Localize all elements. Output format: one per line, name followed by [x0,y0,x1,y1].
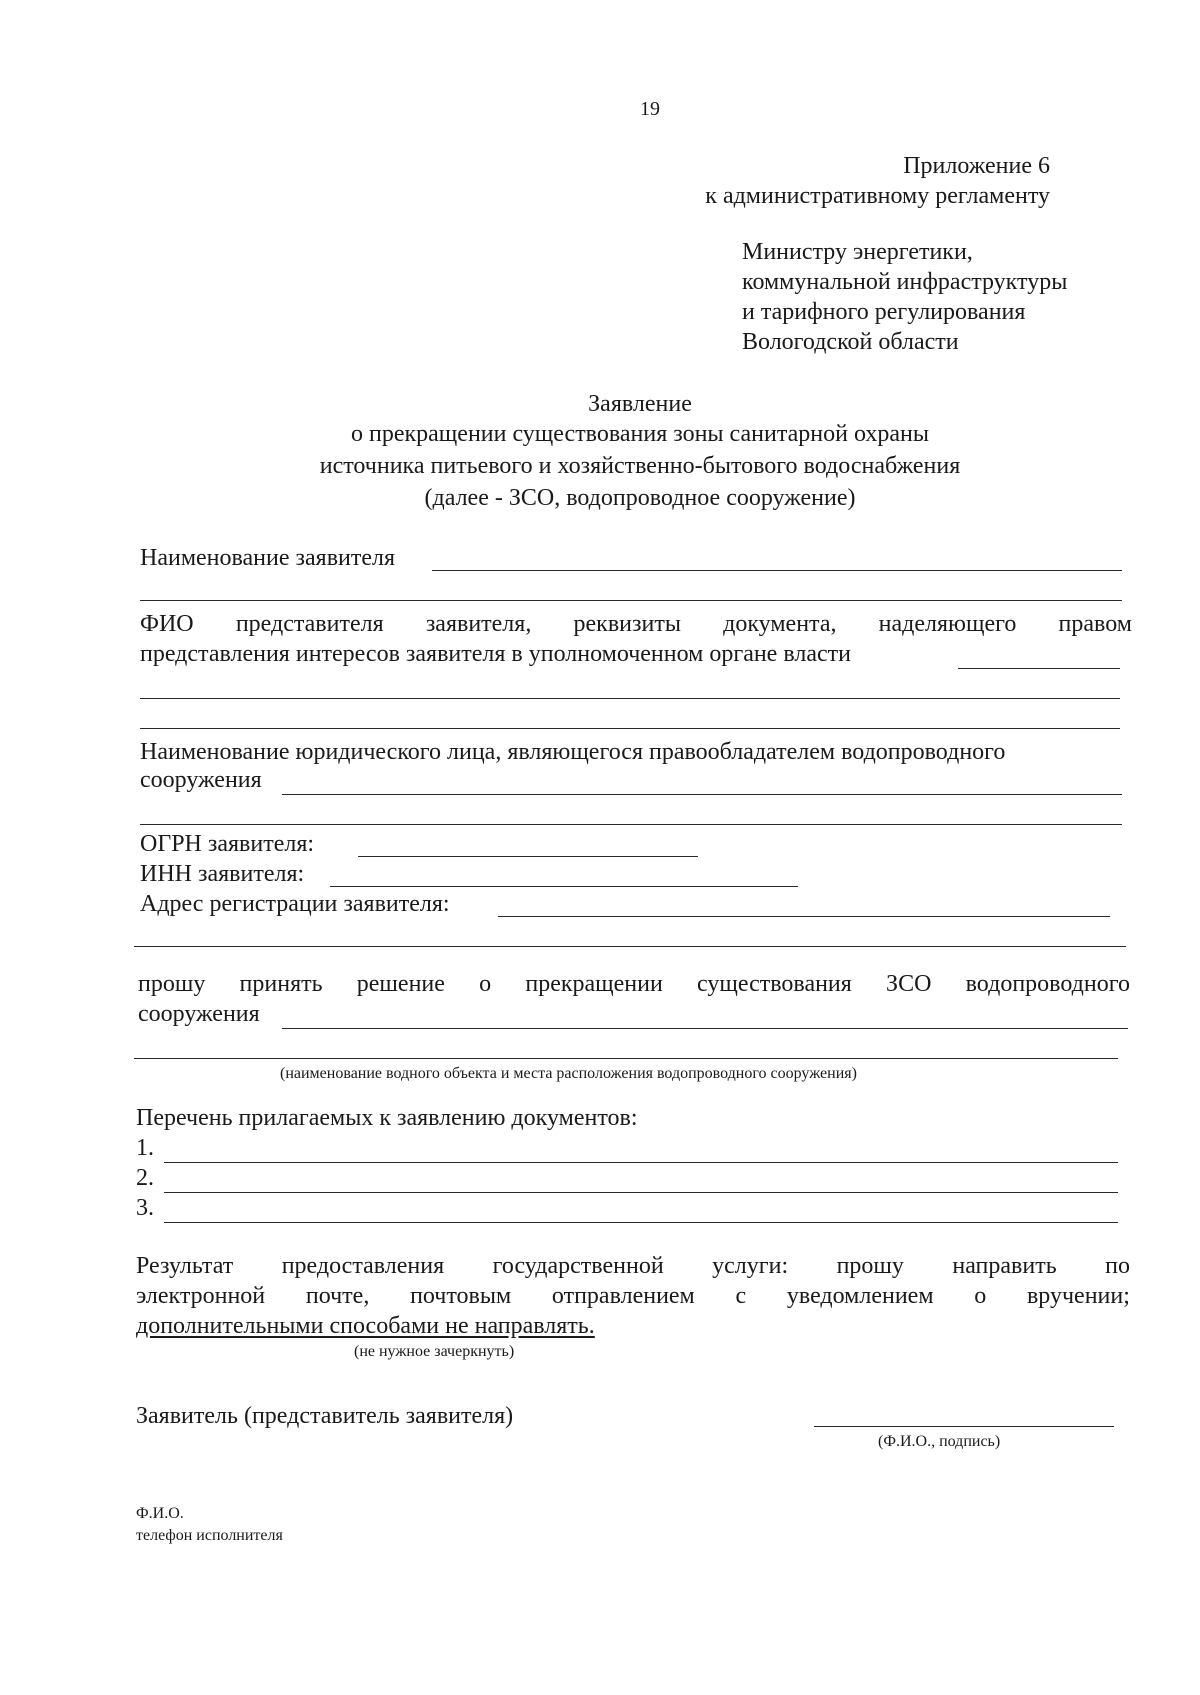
result-word: с [735,1283,747,1309]
result-hint: (не нужное зачеркнуть) [354,1343,515,1360]
representative-word: правом [1058,611,1132,637]
ogrn-field[interactable] [358,856,698,857]
applicant-name-field[interactable] [432,570,1122,571]
document-item-2-number: 2. [136,1165,154,1191]
representative-word: документа, [723,611,837,637]
appendix-label: Приложение 6 [903,153,1050,179]
representative-field-cont-2[interactable] [140,728,1120,729]
title-line-2: о прекращении существования зоны санитарной охраны [351,421,929,447]
result-word: по [1105,1253,1130,1279]
legal-entity-label-line-1: Наименование юридического лица, являющегося правообладателем водопроводного [140,739,1006,765]
request-word: ЗСО [886,971,932,997]
footer-fio: Ф.И.О. [136,1505,184,1522]
document-title: Заявление [588,391,692,417]
result-word: уведомлением [786,1283,934,1309]
result-word: почтовым [410,1283,512,1309]
document-item-3-number: 3. [136,1195,154,1221]
document-item-3-field[interactable] [164,1222,1118,1223]
representative-word: реквизиты [573,611,681,637]
request-word: прошу [138,971,206,997]
result-word: государственной [492,1253,664,1279]
addressee-line-4: Вологодской области [742,329,959,355]
ogrn-label: ОГРН заявителя: [140,831,315,857]
result-line-1 [136,1252,1130,1280]
representative-label-line-1 [140,610,1132,638]
request-word: существования [697,971,852,997]
documents-heading: Перечень прилагаемых к заявлению документов: [136,1105,638,1131]
document-item-2-field[interactable] [164,1192,1118,1193]
result-line-2 [136,1282,1130,1310]
request-line-1 [138,970,1130,998]
legal-entity-field-cont[interactable] [140,824,1122,825]
request-word: принять [239,971,323,997]
address-label: Адрес регистрации заявителя: [140,891,450,917]
result-line-3: дополнительными способами не направлять. [136,1313,595,1339]
representative-word: представителя [235,611,384,637]
request-word: о [479,971,492,997]
page-number: 19 [640,98,660,120]
request-object-field[interactable] [282,1028,1128,1029]
inn-label: ИНН заявителя: [140,861,305,887]
result-word: Результат [136,1253,234,1279]
signature-label: Заявитель (представитель заявителя) [136,1403,514,1429]
inn-field[interactable] [330,886,798,887]
title-line-3: источника питьевого и хозяйственно-бытового водоснабжения [319,453,961,479]
legal-entity-field[interactable] [282,794,1122,795]
signature-hint: (Ф.И.О., подпись) [878,1433,1001,1450]
result-word: отправлением [551,1283,695,1309]
result-word: электронной [136,1283,266,1309]
result-word: направить [952,1253,1057,1279]
result-word: услуги: [712,1253,789,1279]
representative-label-line-2: представления интересов заявителя в уполномоченном органе власти [140,641,851,667]
request-word: решение [356,971,445,997]
result-word: предоставления [281,1253,445,1279]
addressee-line-2: коммунальной инфраструктуры [742,269,1068,295]
representative-word: заявителя, [425,611,532,637]
appendix-reference: к административному регламенту [705,183,1050,209]
result-word: вручении; [1026,1283,1130,1309]
addressee-line-3: и тарифного регулирования [742,299,1026,325]
request-object-field-cont[interactable] [134,1058,1118,1059]
representative-word: ФИО [140,611,194,637]
footer-phone: телефон исполнителя [136,1527,283,1544]
document-item-1-number: 1. [136,1135,154,1161]
representative-field[interactable] [958,668,1120,669]
addressee-line-1: Министру энергетики, [742,239,973,265]
request-word: прекращении [525,971,663,997]
result-word: прошу [836,1253,904,1279]
signature-field[interactable] [814,1426,1114,1427]
applicant-name-field-cont[interactable] [140,600,1122,601]
result-word: о [974,1283,987,1309]
request-word: водопроводного [965,971,1130,997]
representative-field-cont-1[interactable] [140,698,1120,699]
legal-entity-label-line-2: сооружения [140,767,262,793]
applicant-name-label: Наименование заявителя [140,545,396,571]
document-item-1-field[interactable] [164,1162,1118,1163]
address-field[interactable] [498,916,1110,917]
representative-word: наделяющего [878,611,1017,637]
result-word: почте, [305,1283,370,1309]
title-line-4: (далее - ЗСО, водопроводное сооружение) [424,485,856,511]
request-line-2: сооружения [138,1001,260,1027]
address-field-cont[interactable] [134,946,1126,947]
request-field-hint: (наименование водного объекта и места расположения водопроводного сооружения) [280,1065,857,1082]
